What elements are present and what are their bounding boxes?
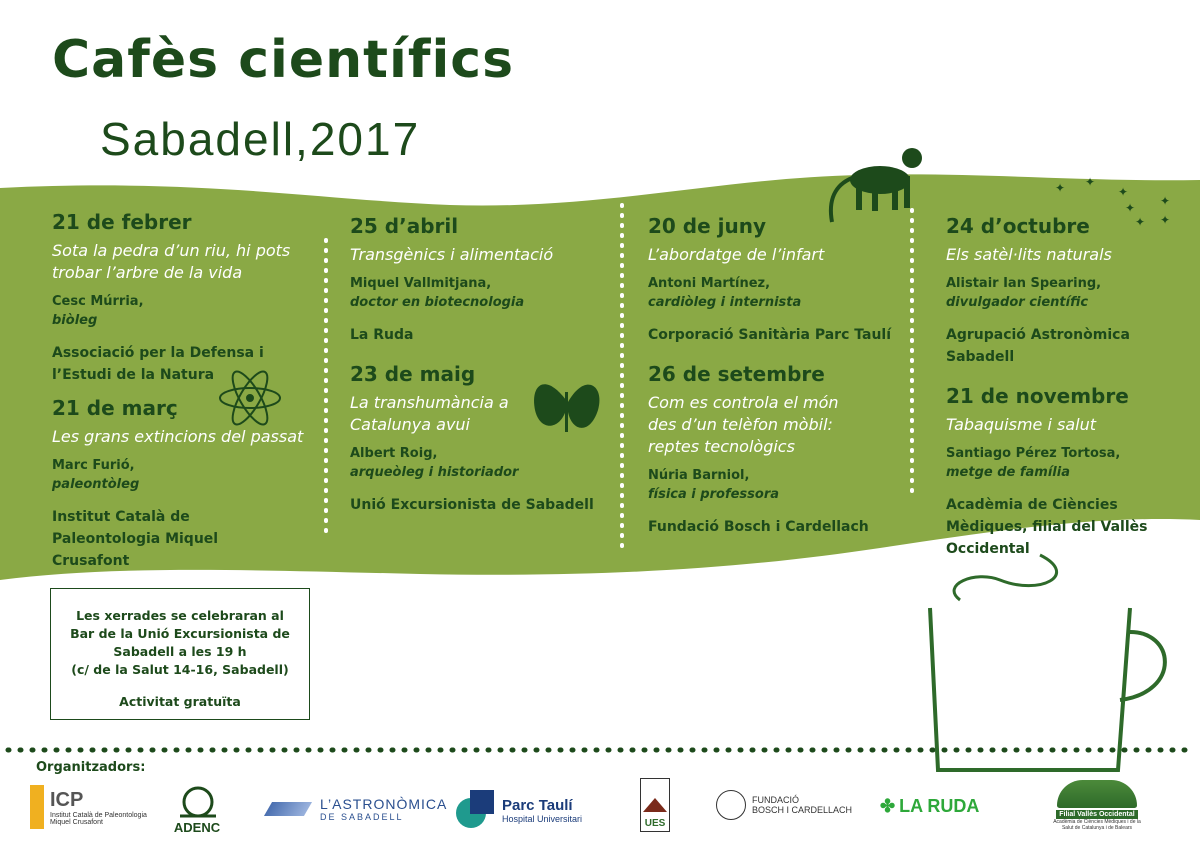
event-speaker: Cesc Múrria, [52,294,144,309]
event-card [946,214,1191,368]
event-date: 26 de setembre [648,362,825,386]
event-role: paleontòleg [52,477,140,492]
svg-text:✦: ✦ [1055,181,1066,195]
filial-logo: Filial Vallès Occidental Acadèmia de Ciències Mèdiques i de la Salut de Catalunya i de Balears [1052,780,1142,831]
event-card [52,210,322,386]
column-1 [52,210,322,578]
event-date: 23 de maig [350,362,476,386]
icp-logo: ICP Institut Català de Paleontologia Miquel Crusafont [30,785,147,829]
page-subtitle: Sabadell,2017 [100,113,421,165]
event-talk: Transgènics i alimentació [350,245,554,264]
free-activity-note: Activitat gratuïta [119,694,241,709]
astronomica-logo: L’ASTRONÒMICA DE SABADELL [268,796,447,822]
event-card [350,214,620,346]
svg-text:✦: ✦ [1118,185,1129,199]
column-2 [350,214,620,522]
event-date: 21 de novembre [946,384,1129,408]
event-role: biòleg [52,313,98,328]
event-speaker: Alistair Ian Spearing, [946,276,1102,291]
icp-spine-icon [30,785,44,829]
event-org: Agrupació Astronòmica Sabadell [946,327,1130,365]
organizers-label: Organitzadors: [36,760,146,775]
event-date: 24 d’octubre [946,214,1090,238]
event-org: Institut Català de Paleontologia Miquel Crusafont [52,509,219,569]
svg-text:✦: ✦ [1135,215,1146,229]
venue-line: Bar de la Unió Excursionista de [70,626,290,641]
event-date: 21 de març [52,396,178,420]
page-title: Cafès científics [52,30,515,90]
event-talk: La transhumància a Catalunya avui [350,393,509,434]
event-speaker: Núria Barniol, [648,468,750,483]
leaf-icon: ✤ [880,796,896,816]
event-speaker: Albert Roig, [350,446,438,461]
event-speaker: Santiago Pérez Tortosa, [946,446,1121,461]
event-talk: Les grans extincions del passat [52,427,304,446]
svg-text:✦: ✦ [1160,194,1171,208]
event-role: doctor en biotecnologia [350,295,525,310]
event-date: 21 de febrer [52,210,192,234]
event-org: Fundació Bosch i Cardellach [648,519,869,535]
event-card [52,396,322,572]
event-card [350,362,620,516]
event-speaker: Marc Furió, [52,458,135,473]
svg-text:✦: ✦ [1085,175,1096,189]
event-org: Corporació Sanitària Parc Taulí [648,327,892,343]
event-org: Associació per la Defensa i l’Estudi de la Natura [52,345,264,383]
venue-line: Sabadell a les 19 h [113,644,247,659]
event-talk: Sota la pedra d’un riu, hi pots trobar l’arbre de la vida [52,241,291,282]
event-talk: L’abordatge de l’infart [648,245,825,264]
column-3 [648,214,918,544]
tauli-icon [456,790,496,830]
column-4 [946,214,1191,566]
event-card [648,362,918,538]
event-role: arqueòleg i historiador [350,465,519,480]
event-card [946,384,1191,560]
event-date: 25 d’abril [350,214,459,238]
adenc-logo: ADENC [172,780,222,835]
venue-info-box [50,588,310,720]
orbit-icon [264,802,312,816]
event-role: metge de família [946,465,1070,480]
fundacio-logo: FUNDACIÓ BOSCH I CARDELLACH [716,790,852,820]
teacup-icon [930,555,1165,770]
event-speaker: Antoni Martínez, [648,276,771,291]
event-role: física i professora [648,487,780,502]
hills-icon [1057,780,1137,808]
event-org: Unió Excursionista de Sabadell [350,497,594,513]
la-ruda-logo: ✤ LA RUDA [880,796,980,816]
mountain-icon [643,798,667,812]
event-org: La Ruda [350,327,414,343]
svg-text:✦: ✦ [1125,201,1136,215]
event-talk: Com es controla el món des d’un telèfon mòbil: reptes tecnològics [648,393,839,456]
venue-line: Les xerrades se celebraran al [76,608,284,623]
parc-tauli-logo: Parc Taulí Hospital Universitari [456,790,582,830]
event-org: Acadèmia de Ciències Mèdiques, filial del Vallès Occidental [946,497,1148,557]
event-role: cardiòleg i internista [648,295,802,310]
venue-line: (c/ de la Salut 14-16, Sabadell) [71,662,289,677]
ues-logo: UES [640,778,670,832]
event-speaker: Miquel Vallmitjana, [350,276,492,291]
event-talk: Els satèl·lits naturals [946,245,1112,264]
svg-text:✦: ✦ [1160,213,1171,227]
snail-icon [172,780,222,820]
seal-icon [716,790,746,820]
event-card [648,214,918,346]
event-date: 20 de juny [648,214,767,238]
event-talk: Tabaquisme i salut [946,415,1096,434]
event-role: divulgador científic [946,295,1089,310]
